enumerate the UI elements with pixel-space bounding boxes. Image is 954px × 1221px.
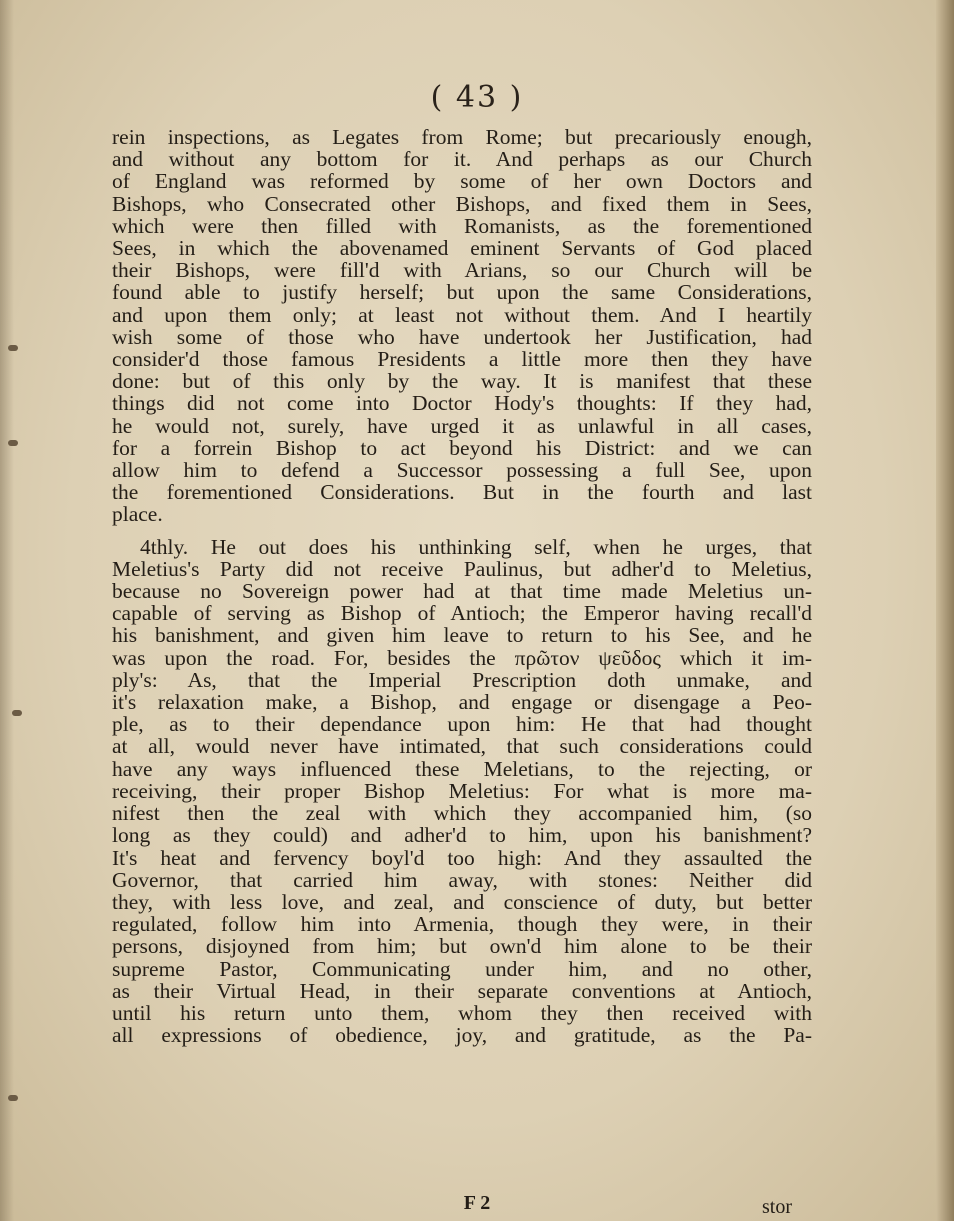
margin-ink-mark: [8, 1095, 18, 1101]
text-line: the forementioned Considerations. But in the fourth and last: [112, 480, 812, 505]
text-line: which were then filled with Romanists, as the forementioned: [112, 213, 812, 238]
text-line: and upon them only; at least not without them. And I heartily: [112, 302, 812, 327]
text-line: ple, as to their dependance upon him: He that had thought: [112, 712, 812, 737]
text-line: as their Virtual Head, in their separate conventions at Antioch,: [112, 978, 812, 1003]
catchword: stor: [762, 1196, 792, 1218]
text-line: and without any bottom for it. And perhaps as our Church: [112, 147, 812, 172]
text-line: 4thly. He out does his unthinking self, when he urges, that: [140, 534, 812, 559]
page-right-edge: [936, 0, 954, 1221]
page-left-shadow: [0, 0, 14, 1221]
text-line: at all, would never have intimated, that such considerations could: [112, 734, 812, 759]
page-number: ( 43 ): [430, 80, 524, 115]
text-line: receiving, their proper Bishop Meletius: For what is more ma-: [112, 778, 812, 803]
text-line: allow him to defend a Successor possessing a full See, upon: [112, 458, 812, 483]
text-line: consider'd those famous Presidents a little more then they have: [112, 347, 812, 372]
text-line: persons, disjoyned from him; but own'd him alone to be their: [112, 934, 812, 959]
text-line: Meletius's Party did not receive Paulinus, but adher'd to Meletius,: [112, 556, 812, 581]
text-line: all expressions of obedience, joy, and gratitude, as the Pa-: [112, 1023, 812, 1048]
body-text: [112, 126, 812, 1046]
text-line: regulated, follow him into Armenia, though they were, in their: [112, 912, 812, 937]
text-line: done: but of this only by the way. It is manifest that these: [112, 369, 812, 394]
text-line: found able to justify herself; but upon the same Considerations,: [112, 280, 812, 305]
text-line: rein inspections, as Legates from Rome; but precariously enough,: [112, 125, 812, 149]
text-line: ply's: As, that the Imperial Prescription doth unmake, and: [112, 667, 812, 692]
text-line: Bishops, who Consecrated other Bishops, and fixed them in Sees,: [112, 191, 812, 216]
text-line: place.: [112, 502, 163, 527]
signature-mark: F 2: [463, 1192, 491, 1214]
text-line: long as they could) and adher'd to him, upon his banishment?: [112, 823, 812, 848]
text-line: because no Sovereign power had at that time made Meletius un-: [112, 579, 812, 604]
text-line: Sees, in which the abovenamed eminent Servants of God placed: [112, 236, 812, 261]
margin-ink-mark: [8, 345, 18, 351]
margin-ink-mark: [12, 710, 22, 716]
text-line: they, with less love, and zeal, and conscience of duty, but better: [112, 889, 812, 914]
paragraph-1: [112, 126, 812, 526]
text-line: supreme Pastor, Communicating under him, and no other,: [112, 956, 812, 981]
text-line: his banishment, and given him leave to return to his See, and he: [112, 623, 812, 648]
text-line: Governor, that carried him away, with stones: Neither did: [112, 867, 812, 892]
text-line: until his return unto them, whom they then received with: [112, 1000, 812, 1025]
text-line: their Bishops, were fill'd with Arians, so our Church will be: [112, 258, 812, 283]
text-line: capable of serving as Bishop of Antioch; the Emperor having recall'd: [112, 601, 812, 626]
paragraph-2: [112, 536, 812, 1047]
text-line: It's heat and fervency boyl'd too high: And they assaulted the: [112, 845, 812, 870]
text-line: things did not come into Doctor Hody's thoughts: If they had,: [112, 391, 812, 416]
margin-ink-mark: [8, 440, 18, 446]
text-line: nifest then the zeal with which they accompanied him, (so: [112, 801, 812, 826]
text-line: it's relaxation make, a Bishop, and engage or disengage a Peo-: [112, 690, 812, 715]
text-line: was upon the road. For, besides the πρῶτον ψεῦδος which it im-: [112, 645, 812, 670]
text-line: he would not, surely, have urged it as unlawful in all cases,: [112, 413, 812, 438]
text-line: have any ways influenced these Meletians, to the rejecting, or: [112, 756, 812, 781]
text-line: of England was reformed by some of her own Doctors and: [112, 169, 812, 194]
text-line: for a forrein Bishop to act beyond his District: and we can: [112, 435, 812, 460]
text-line: wish some of those who have undertook her Justification, had: [112, 324, 812, 349]
